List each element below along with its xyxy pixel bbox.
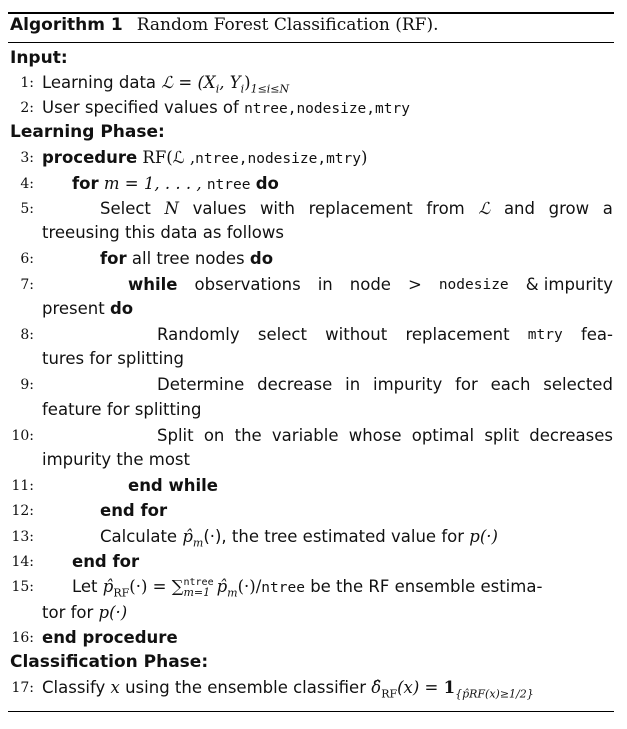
section-heading: Classification Phase: — [10, 652, 209, 672]
line-text — [100, 199, 613, 219]
line-text — [100, 527, 498, 553]
word: decrease — [257, 375, 333, 394]
section-heading: Learning Phase: — [10, 122, 165, 142]
line-number: 16: — [11, 630, 34, 646]
indicator: 1 — [443, 678, 456, 697]
keyword: end for — [100, 501, 168, 520]
math: , Y — [219, 73, 241, 92]
word: and — [503, 199, 535, 218]
word: Randomly — [157, 325, 240, 344]
math-sub: i — [215, 82, 220, 96]
param: ntree — [206, 177, 251, 193]
line-number: 8: — [20, 327, 34, 343]
param: nodesize — [438, 277, 509, 293]
math: p̂ — [182, 527, 193, 546]
word: from — [426, 199, 465, 218]
text: (·), the tree estimated value for — [203, 527, 465, 546]
algorithm-caption — [10, 15, 438, 35]
math: x — [110, 678, 120, 697]
line-text — [42, 299, 133, 319]
math-sub: RF — [381, 687, 398, 701]
line-number: 5: — [20, 201, 34, 217]
word: replacement — [405, 325, 510, 344]
sum-lower: m=1 — [183, 585, 211, 599]
math: m = 1, . . . , — [103, 174, 202, 193]
keyword: for — [100, 249, 127, 268]
word: the — [234, 426, 262, 445]
line-number: 1: — [20, 75, 34, 91]
text: using the ensemble classifier — [125, 678, 366, 697]
param: mtry — [375, 101, 410, 117]
line-text — [157, 325, 613, 345]
word: fea- — [580, 325, 613, 344]
text: Learning data — [42, 73, 157, 92]
line-number: 12: — [11, 503, 34, 519]
line-text: treeusing this data as follows — [42, 223, 284, 242]
line-text: procedure RF(ℒ ,ntree,nodesize,mtry) — [42, 148, 368, 167]
algorithm-title: Random Forest Classification (RF). — [136, 15, 439, 35]
text: tor for — [42, 603, 94, 622]
word: select — [257, 325, 307, 344]
line-text — [42, 73, 289, 99]
line-number: 15: — [11, 579, 34, 595]
math-sub: RF — [113, 586, 130, 600]
math-sub: i — [240, 82, 245, 96]
line-number: 13: — [11, 529, 34, 545]
algorithm-number: Algorithm 1 — [10, 15, 123, 35]
caption-rule — [8, 42, 614, 43]
line-text: impurity the most — [42, 450, 190, 469]
line-text — [100, 249, 273, 269]
word: values — [192, 199, 247, 218]
section-heading: Input: — [10, 48, 68, 68]
line-text — [128, 275, 613, 295]
param: ntree — [195, 151, 239, 167]
param: nodesize — [296, 101, 367, 117]
word: optimal — [411, 426, 475, 445]
word: Select — [100, 199, 151, 218]
word: in — [345, 375, 361, 394]
param: mtry — [326, 151, 361, 167]
word: for — [455, 375, 478, 394]
line-number: 2: — [20, 100, 34, 116]
top-rule — [8, 12, 614, 14]
text: be the RF ensemble estima- — [310, 577, 543, 596]
math: δ̂ — [371, 678, 382, 697]
line-text — [157, 426, 613, 446]
word: variable — [271, 426, 339, 445]
math: p̂ — [216, 577, 228, 596]
sum-upper: ntree — [183, 576, 214, 588]
line-number: 6: — [20, 251, 34, 267]
line-text: tures for splitting — [42, 349, 184, 368]
word: Determine — [157, 375, 245, 394]
word: split — [484, 426, 520, 445]
text: Let — [72, 577, 98, 596]
param: nodesize — [247, 151, 318, 167]
word: node — [349, 275, 391, 294]
line-text: feature for splitting — [42, 400, 202, 419]
word: selected — [543, 375, 613, 394]
math: N — [164, 199, 179, 218]
text: Calculate — [100, 527, 178, 546]
line-text — [42, 678, 534, 704]
math-sub: m — [192, 536, 204, 550]
line-number: 7: — [20, 277, 34, 293]
line-text — [42, 603, 127, 623]
keyword: end for — [72, 552, 140, 571]
keyword: end procedure — [42, 628, 178, 647]
math-sub: m — [227, 586, 238, 600]
bottom-rule — [8, 711, 614, 712]
line-number: 14: — [11, 554, 34, 570]
keyword: while — [128, 275, 178, 294]
math-sub: 1≤i≤N — [250, 82, 290, 96]
math: p(·) — [469, 527, 498, 546]
word: decreases — [529, 426, 613, 445]
keyword: for — [72, 174, 99, 193]
line-number: 17: — [11, 680, 34, 696]
word: replacement — [308, 199, 413, 218]
text: present — [42, 299, 105, 318]
math-sub: {p̂RF(x)≥1/2} — [455, 687, 534, 701]
text: all tree nodes — [131, 249, 245, 268]
line-number: 9: — [20, 377, 34, 393]
keyword: procedure — [42, 148, 138, 167]
keyword: do — [109, 299, 134, 318]
math: > — [407, 275, 422, 294]
word: impurity — [373, 375, 443, 394]
word: each — [490, 375, 531, 394]
word: whose — [348, 426, 402, 445]
math: (·)/ — [237, 577, 262, 596]
math: RF(ℒ , — [142, 148, 196, 167]
word: with — [259, 199, 295, 218]
word: observations — [194, 275, 301, 294]
line-text: User specified values of ntree,nodesize,mtry — [42, 98, 410, 117]
word: on — [203, 426, 225, 445]
line-text — [157, 375, 613, 395]
keyword: do — [249, 249, 274, 268]
math: (x) = — [397, 678, 439, 697]
math: ℒ — [478, 199, 491, 218]
keyword: end while — [128, 476, 218, 495]
line-number: 10: — [11, 428, 34, 444]
word: in — [317, 275, 333, 294]
math: ) — [244, 73, 251, 92]
line-text — [72, 577, 542, 603]
word: a — [602, 199, 613, 218]
line-number: 4: — [20, 176, 34, 192]
param: ntree — [244, 101, 288, 117]
math: p̂ — [102, 577, 114, 596]
math: ) — [360, 148, 368, 167]
word: & impurity — [525, 275, 613, 294]
param: ntree — [261, 580, 305, 596]
math: p(·) — [98, 603, 128, 622]
math: ℒ = (X — [161, 73, 216, 92]
text: Classify — [42, 678, 106, 697]
word: Split — [157, 426, 194, 445]
word: grow — [548, 199, 590, 218]
param: mtry — [527, 327, 563, 343]
math: (·) = ∑ — [129, 577, 184, 596]
word: without — [325, 325, 388, 344]
line-number: 3: — [20, 150, 34, 166]
line-number: 11: — [11, 478, 34, 494]
text: User specified values of — [42, 98, 239, 117]
line-text — [72, 174, 279, 195]
keyword: do — [255, 174, 279, 193]
